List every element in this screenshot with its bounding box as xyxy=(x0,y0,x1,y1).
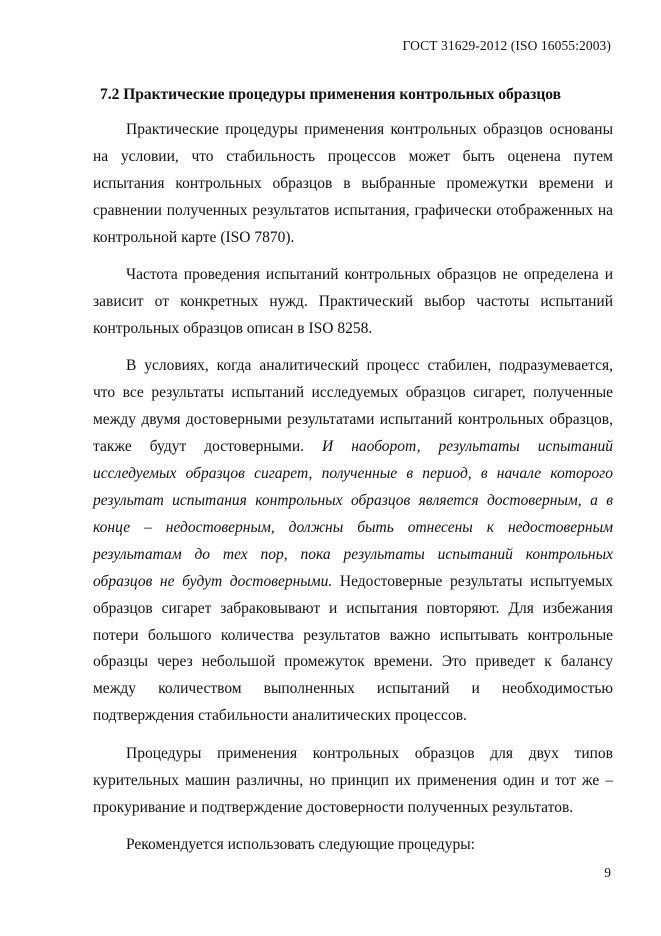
text-line: курительных машин различны, но принцип их применения один и тот же – xyxy=(93,771,613,789)
text-line: Процедуры применения контрольных образцов для двух типов xyxy=(126,744,613,762)
document-header: ГОСТ 31629-2012 (ISO 16055:2003) xyxy=(402,38,611,53)
italic-text: И наоборот, результаты испытаний xyxy=(322,438,613,456)
italic-text-line: результатам до тех пор, пока результаты испытаний контрольных xyxy=(93,545,613,563)
text-line: контрольных образцов описан в ISO 8258. xyxy=(93,319,373,337)
text-line: контрольной карте (ISO 7870). xyxy=(93,228,295,246)
paragraph-smoking-machines xyxy=(93,741,613,822)
text-line: образцов сигарет забраковывают и испытания повторяют. Для избежания xyxy=(93,599,613,617)
text-line: на условии, что стабильность процессов может быть оценена путем xyxy=(93,147,613,165)
paragraph-stability-conditions xyxy=(93,353,613,730)
text-line: испытания контрольных образцов в выбранные промежутки времени и xyxy=(93,174,613,192)
text-line: Практические процедуры применения контрольных образцов основаны xyxy=(126,121,613,138)
text-line: что все результаты испытаний исследуемых образцов сигарет, полученные xyxy=(93,384,613,402)
text-line: Частота проведения испытаний контрольных образцов не определена и xyxy=(126,266,613,284)
text-line: В условиях, когда аналитический процесс стабилен, подразумевается, xyxy=(126,357,613,375)
text-line: подтверждения стабильности аналитических процессов. xyxy=(93,707,467,725)
text-line: потери большого количества результатов важно испытывать контрольные xyxy=(93,626,613,644)
section-title: 7.2 Практические процедуры применения контрольных образцов xyxy=(99,86,562,103)
document-body xyxy=(93,117,613,870)
paragraph-recommended-procedures xyxy=(93,832,613,859)
text-line: прокуривание и подтверждение достоверности полученных результатов. xyxy=(93,798,574,816)
paragraph-test-frequency xyxy=(93,262,613,343)
text-line xyxy=(93,434,613,461)
italic-text-line: конце – недостоверным, должны быть отнесены к недостоверным xyxy=(93,518,613,536)
text-line: сравнении полученных результатов испытания, графически отображенных на xyxy=(93,201,613,219)
page-number: 9 xyxy=(604,865,611,880)
plain-text: также будут достоверными. xyxy=(93,438,323,456)
plain-text: Недостоверные результаты испытуемых xyxy=(332,572,613,590)
paragraph-procedures-basis xyxy=(93,117,613,252)
text-line: между количеством выполненных испытаний и необходимостью xyxy=(93,680,613,698)
italic-text-line: исследуемых образцов сигарет, полученные в период, в начале которого xyxy=(93,465,613,483)
italic-text-line: результат испытания контрольных образцов является достоверным, а в xyxy=(93,491,613,509)
text-line: образцы через небольшой промежуток времени. Это приведет к балансу xyxy=(93,653,613,671)
text-line: Рекомендуется использовать следующие процедуры: xyxy=(126,836,475,854)
text-line: зависит от конкретных нужд. Практический выбор частоты испытаний xyxy=(93,293,613,311)
text-line: между двумя достоверными результатами испытаний контрольных образцов, xyxy=(93,411,613,429)
text-line xyxy=(93,569,613,596)
italic-text: образцов не будут достоверными. xyxy=(93,572,333,590)
